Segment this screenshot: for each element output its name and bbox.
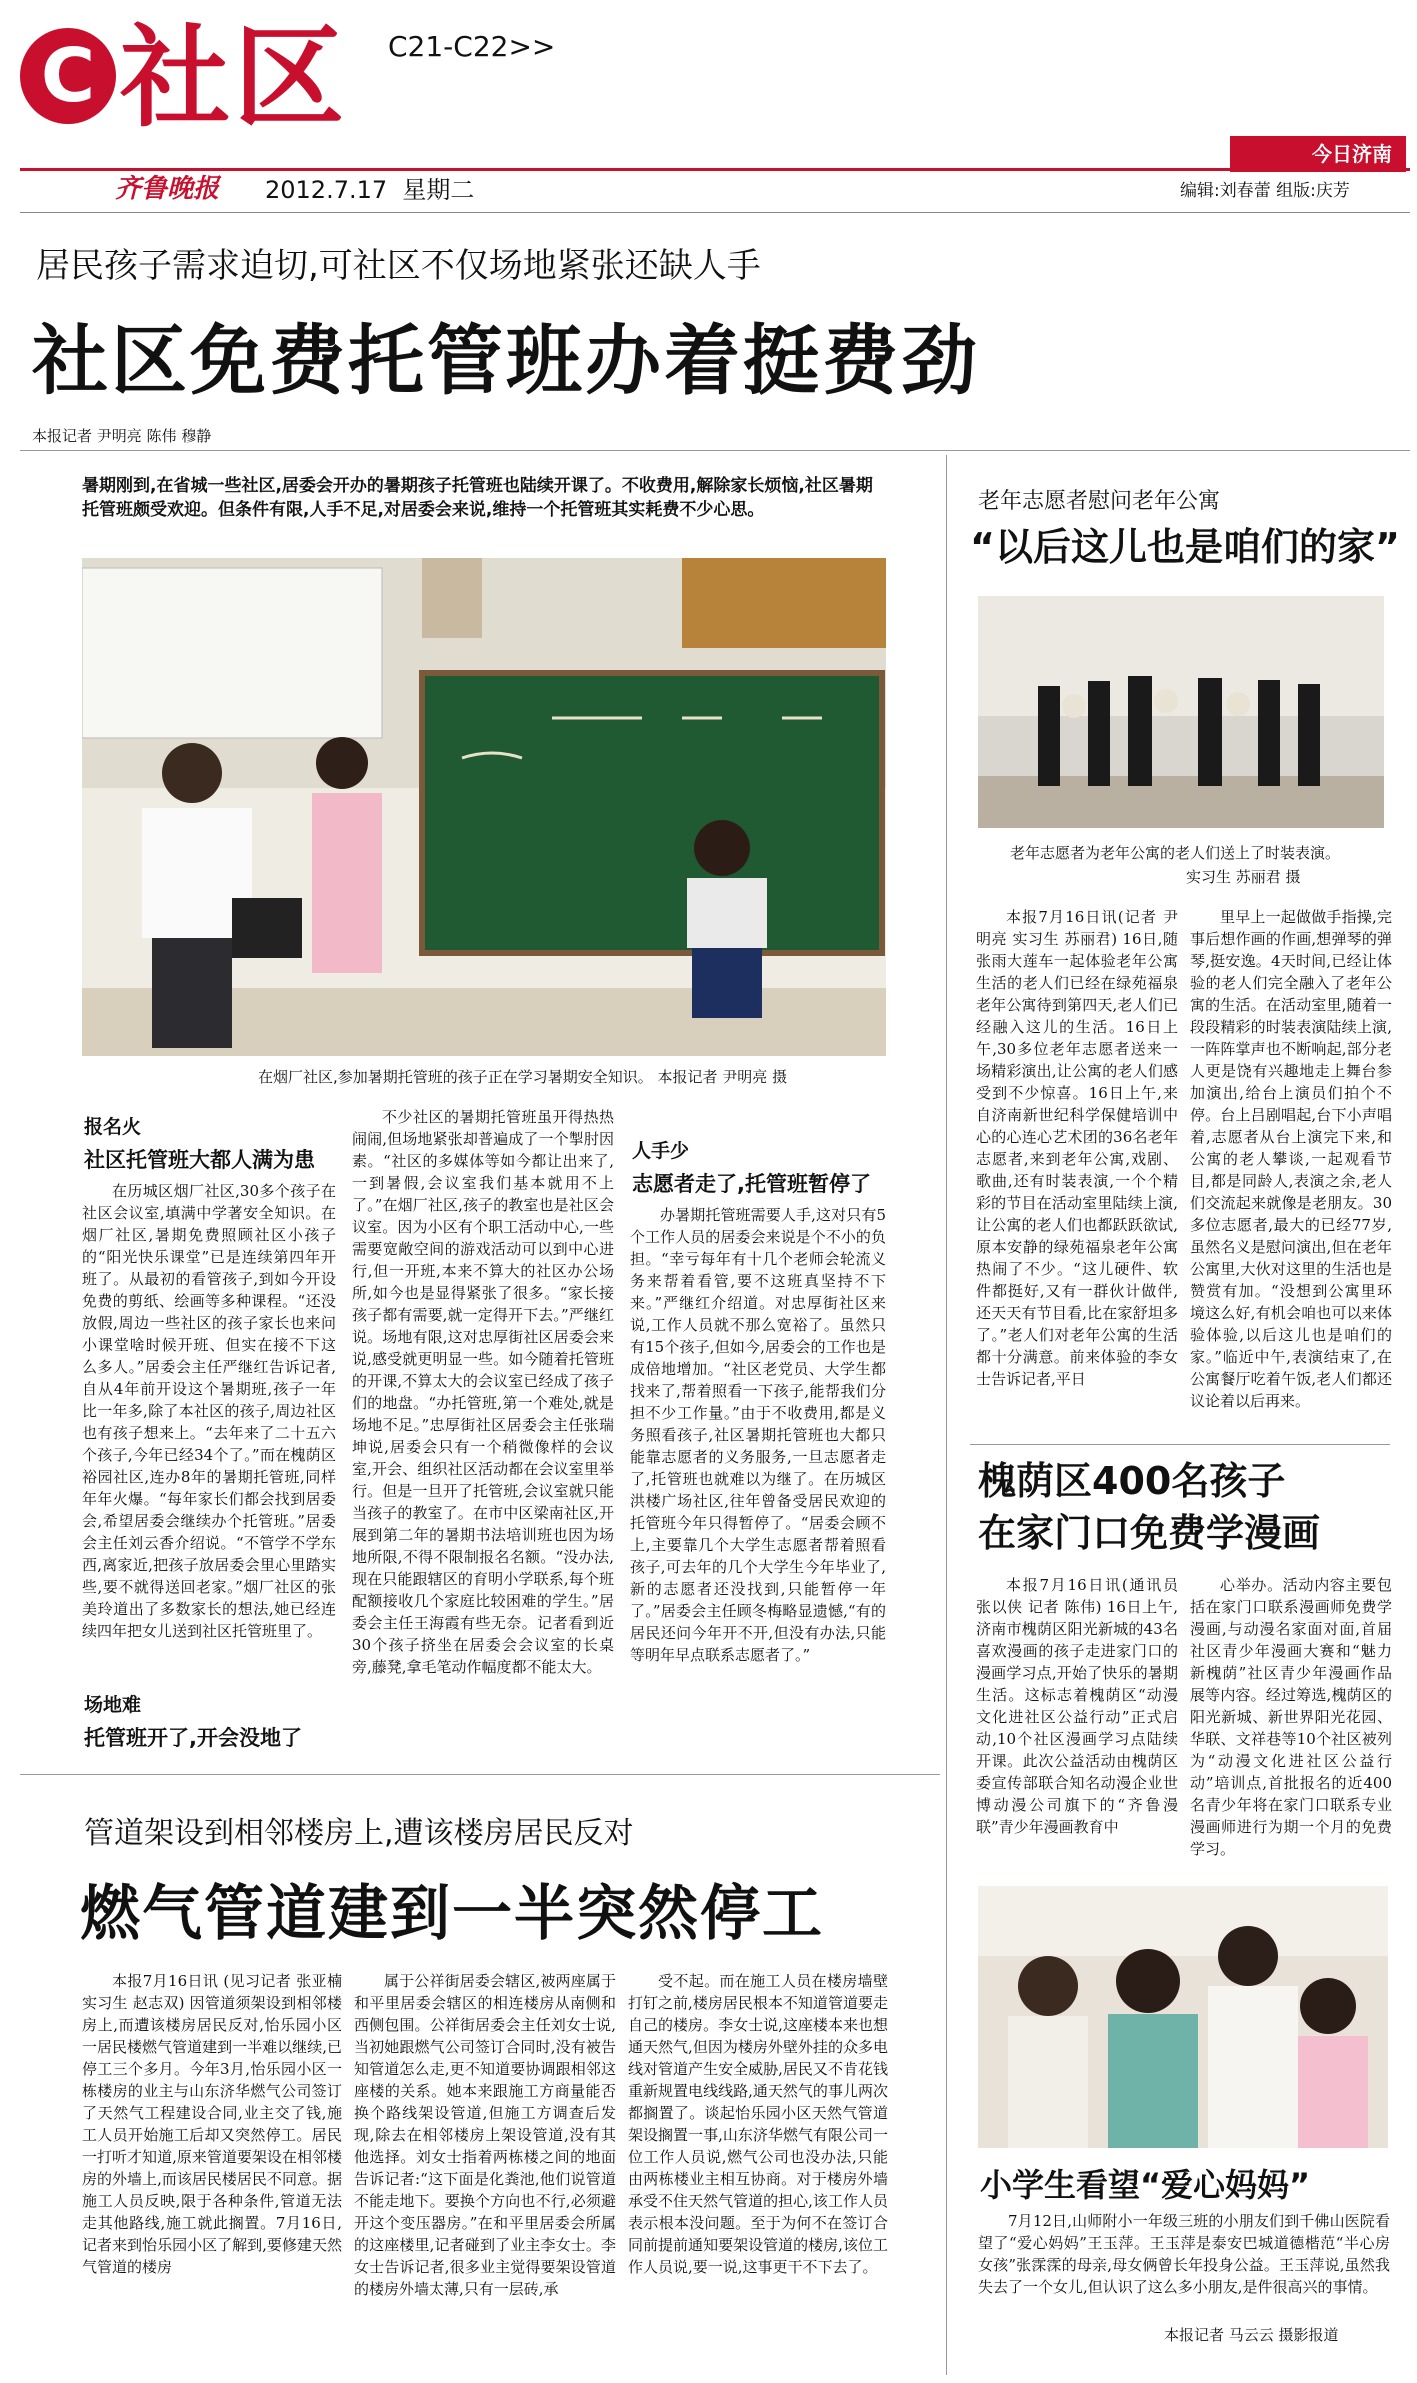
side1-caption-line1: 老年志愿者为老年公寓的老人们送上了时装表演。 (1010, 844, 1341, 862)
section-tag: 人手少 (632, 1140, 690, 1162)
side3-headline: 小学生看望“爱心妈妈” (980, 2166, 1311, 2204)
classroom-illustration (82, 558, 886, 1056)
side1-column-2: 里早上一起做做手指操,完事后想作画的作画,想弹琴的弹琴,挺安逸。4天时间,已经让体验的老人们完全融入了老年公寓的生活。在活动室里,随着一段段精彩的时装表演陆续上演,一阵阵掌声也不断响起,部分老人更是饶有兴趣地走上舞台参加演出,给台上演员们拍个不停。台上吕剧唱起,台下小声唱着,志愿者从台上演完下来,和公寓的老人攀谈,一起观看节目,都是同龄人,表演之余,老人们交流起来就像是老朋友。30多位志愿者,最大的已经77岁,虽然名义是慰问演出,但在老年公寓里,大伙对这里的生活也是赞赏有加。“没想到公寓里环境这么好,有机会咱也可以来体验体验,以后这儿也是咱们的家。”临近中午,表演结束了,在公寓餐厅吃着午饭,老人们都还议论着以后再来。 (1190, 908, 1392, 1410)
section-title: 社区 (120, 14, 348, 142)
divider (970, 1444, 1390, 1445)
side3-credit: 本报记者 马云云 摄影报道 (1164, 2326, 1339, 2344)
paper-name: 齐鲁晚报 (115, 174, 220, 204)
main-column-3: 办暑期托管班需要人手,这对只有5个工作人员的居委会来说是个不小的负担。“幸亏每年有十几个老师会轮流义务来帮着看管,要不这班真坚持不下来。”严继红介绍道。对忠厚街社区来说,工作人员就不那么宽裕了。虽然只有15个孩子,但如今,居委会的工作也是成倍地增加。“社区老党员、大学生都找来了,帮着照看一下孩子,能帮我们分担不少工作量。”由于不收费用,都是义务照看孩子,社区暑期托管班也大都只能靠志愿者的义务服务,一旦志愿者走了,托管班也就难以为继了。在历城区洪楼广场社区,往年曾备受居民欢迎的托管班今年只得暂停了。“居委会顾不上,主要靠几个大学生志愿者帮着照看孩子,可去年的几个大学生今年毕业了,新的志愿者还没找到,只能暂停一年了。”居委会主任顾冬梅略显遗憾,“有的居民还问今年开不开,但没有办法,只能等明年早点联系志愿者了。” (630, 1206, 886, 1664)
side3-body: 7月12日,山师附小一年级三班的小朋友们到千佛山医院看望了“爱心妈妈”王玉萍。王玉萍是泰安巴城道德楷范“半心房女孩”张霂霂的母亲,母女俩曾长年投身公益。王玉萍说,虽然我失去了一个女儿,但认识了这么多小朋友,是件很高兴的事情。 (978, 2212, 1390, 2296)
section-logo-icon: C (20, 28, 116, 124)
main-kicker: 居民孩子需求迫切,可社区不仅场地紧张还缺人手 (36, 246, 761, 286)
divider (20, 1774, 940, 1775)
section-tag: 报名火 (84, 1116, 142, 1138)
editors-credit: 编辑:刘春蕾 组版:庆芳 (1180, 181, 1350, 201)
side1-photo (978, 596, 1384, 828)
side3-photo (978, 1886, 1388, 2148)
visit-illustration (978, 1886, 1388, 2148)
main-column-1: 在历城区烟厂社区,30多个孩子在社区会议室,填满中学著安全知识。在烟厂社区,暑期免费照顾社区小孩子的“阳光快乐课堂”已是连续第四年开班了。从最初的看管孩子,到如今开设免费的剪纸、绘画等多种课程。“还没放假,周边一些社区的孩子家长也来问小课堂啥时候开班、但实在接不下这么多人。”居委会主任严继红告诉记者,自从4年前开设这个暑期班,孩子一年比一年多,除了本社区的孩子,周边社区也有孩子想来上。“去年来了二十五六个孩子,今年已经34个了。”而在槐荫区裕园社区,连办8年的暑期托管班,同样年年火爆。“每年家长们都会找到居委会,希望居委会继续办个托管班。”居委会主任刘云香介绍说。“不管学不学东西,离家近,把孩子放居委会里心里踏实些,要不就得送回老家。”烟厂社区的张美玲道出了多数家长的想法,她已经连续四年把女儿送到社区托管班里了。 (82, 1182, 336, 1640)
today-jinan-badge: 今日济南 (1230, 136, 1406, 172)
story2-column-2: 属于公祥街居委会辖区,被两座属于和平里居委会辖区的相连楼房从南侧和西侧包围。公祥街居委会主任刘女士说,当初她跟燃气公司签订合同时,没有被告知管道怎么走,更不知道要协调跟相邻这座楼的关系。她本来跟施工方商量能否换个路线架设管道,但施工方调查后发现,除去在相邻楼房上架设管道,没有其他选择。刘女士指着两栋楼之间的地面告诉记者:“这下面是化粪池,他们说管道不能走地下。要换个方向也不行,必须避开这个变压器房。”在和平里居委会所属的这座楼里,记者碰到了业主李女士。李女士告诉记者,很多业主觉得要架设管道的楼房外墙太薄,只有一层砖,承 (354, 1972, 616, 2298)
dance-illustration (978, 596, 1384, 828)
side2-column-2: 心举办。活动内容主要包括在家门口联系漫画师免费学漫画,与动漫名家面对面,首届社区青少年漫画大赛和“魅力新槐荫”社区青少年漫画作品展等内容。经过筹选,槐荫区的阳光新城、新世界阳光花园、华联、文祥巷等10个社区被列为“动漫文化进社区公益行动”培训点,首批报名的近400名青少年将在家门口联系专业漫画师进行为期一个月的免费学习。 (1190, 1576, 1392, 1858)
issue-date: 2012.7.17 星期二 (265, 176, 475, 204)
side1-column-1: 本报7月16日讯(记者 尹明亮 实习生 苏丽君) 16日,随张雨大莲车一起体验老年公寓生活的老人们已经在绿苑福泉老年公寓待到第四天,老人们已经融入这儿的生活。16日上午,30多位老年志愿者送来一场精彩演出,让公寓的老人们感受到不少惊喜。16日上午,来自济南新世纪科学保健培训中心的心连心艺术团的36名老年志愿者,来到老年公寓,戏剧、歌曲,还有时装表演,一个个精彩的节目在活动室里陆续上演,让公寓的老人们也都跃跃欲试,原本安静的绿苑福泉老年公寓热闹了不少。“这儿硬件、软件都挺好,又有一群伙计做伴,还天天有节目看,比在家舒坦多了。”老人们对老年公寓的生活都十分满意。前来体验的李女士告诉记者,平日 (976, 908, 1178, 1388)
story2-column-1: 本报7月16日讯 (见习记者 张亚楠 实习生 赵志双) 因管道须架设到相邻楼房上,而遭该楼房居民反对,怡乐园小区一居民楼燃气管道建到一半难以继续,已停工三个多月。今年3月,怡乐园小区一栋楼房的业主与山东济华燃气公司签订了天然气工程建设合同,业主交了钱,施工人员开始施工后却又突然停工。居民一打听才知道,原来管道要架设在相邻楼房的外墙上,而该居民楼居民不同意。据施工人员反映,限于各种条件,管道无法走其他路线,施工就此搁置。7月16日,记者来到怡乐园小区了解到,要修建天然气管道的楼房 (82, 1972, 342, 2276)
main-lede: 暑期刚到,在省城一些社区,居委会开办的暑期孩子托管班也陆续开课了。不收费用,解除家长烦恼,社区暑期托管班颇受欢迎。但条件有限,人手不足,对居委会来说,维持一个托管班其实耗费不少心思。 (82, 476, 873, 520)
story2-column-3: 受不起。而在施工人员在楼房墙壁打钉之前,楼房居民根本不知道管道要走自己的楼房。李女士说,这座楼本来也想通天然气,但因为楼房外壁外挂的众多电线对管道产生安全威胁,居民又不肯花钱重新规置电线线路,通天然气的事儿两次都搁置了。谈起怡乐园小区天然气管道架设搁置一事,山东济华燃气有限公司一位工作人员说,燃气公司也没办法,只能由两栋楼业主相互协商。对于楼房外墙承受不住天然气管道的担心,该工作人员表示根本没问题。至于为何不在签订合同前提前通知要架设管道的楼房,该位工作人员说,要一说,这事更干不下去了。 (628, 1972, 888, 2276)
main-byline: 本报记者 尹明亮 陈伟 穆静 (32, 427, 212, 445)
side1-caption-line2: 实习生 苏丽君 摄 (1186, 868, 1301, 886)
page-range: C21-C22>> (388, 30, 556, 63)
side2-headline-line2: 在家门口免费学漫画 (978, 1511, 1321, 1555)
main-headline: 社区免费托管班办着挺费劲 (32, 316, 980, 405)
masthead-rule (20, 168, 1410, 171)
side1-headline: “以后这儿也是咱们的家” (970, 525, 1400, 569)
column-divider (946, 455, 947, 2375)
side1-kicker: 老年志愿者慰问老年公寓 (978, 489, 1221, 514)
section-subhead: 托管班开了,开会没地了 (84, 1726, 302, 1750)
section-subhead: 社区托管班大都人满为患 (84, 1148, 315, 1172)
main-column-2: 不少社区的暑期托管班虽开得热热闹闹,但场地紧张却普遍成了一个掣肘因素。“社区的多媒体等如今都让出来了,一到暑假,会议室我们基本就用不上了。”在烟厂社区,孩子的教室也是社区会议室。因为小区有个职工活动中心,一些需要宽敞空间的游戏活动可以到中心进行,但一开班,本来不算大的社区办公场所,如今也是显得紧张了很多。“家长接孩子都有需要,就一定得开下去。”严继红说。场地有限,这对忠厚街社区居委会来说,感受就更明显一些。如今随着托管班的开课,不算太大的会议室已经成了孩子们的地盘。“办托管班,第一个难处,就是场地不足。”忠厚街社区居委会主任张瑞坤说,居委会只有一个稍微像样的会议室,开会、组织社区活动都在会议室里举行。但是一旦开了托管班,会议室就只能当孩子的教室了。在市中区梁南社区,开展到第二年的暑期书法培训班也因为场地所限,不得不限制报名名额。“没办法,现在只能跟辖区的育明小学联系,每个班配额接收几个家庭比较困难的学生。”居委会主任王海霞有些无奈。记者看到近30个孩子挤坐在居委会会议室的长桌旁,藤凳,拿毛笔动作幅度都不能太大。 (352, 1108, 614, 1676)
side2-column-1: 本报7月16日讯(通讯员 张以侠 记者 陈伟) 16日上午,济南市槐荫区阳光新城的43名喜欢漫画的孩子走进家门口的漫画学习点,开始了快乐的暑期生活。这标志着槐荫区“动漫文化进社区公益行动”正式启动,10个社区漫画学习点陆续开课。此次公益活动由槐荫区委宣传部联合知名动漫企业世博动漫公司旗下的“齐鲁漫联”青少年漫画教育中 (976, 1576, 1178, 1836)
main-photo-caption: 在烟厂社区,参加暑期托管班的孩子正在学习暑期安全知识。 本报记者 尹明亮 摄 (258, 1068, 788, 1086)
story2-headline: 燃气管道建到一半突然停工 (80, 1879, 824, 1949)
section-tag: 场地难 (84, 1694, 142, 1716)
story2-kicker: 管道架设到相邻楼房上,遭该楼房居民反对 (84, 1816, 634, 1851)
section-subhead: 志愿者走了,托管班暂停了 (632, 1172, 871, 1196)
main-photo (82, 558, 886, 1056)
divider (20, 212, 1410, 213)
divider (20, 450, 1410, 451)
side2-headline-line1: 槐荫区400名孩子 (978, 1459, 1286, 1503)
